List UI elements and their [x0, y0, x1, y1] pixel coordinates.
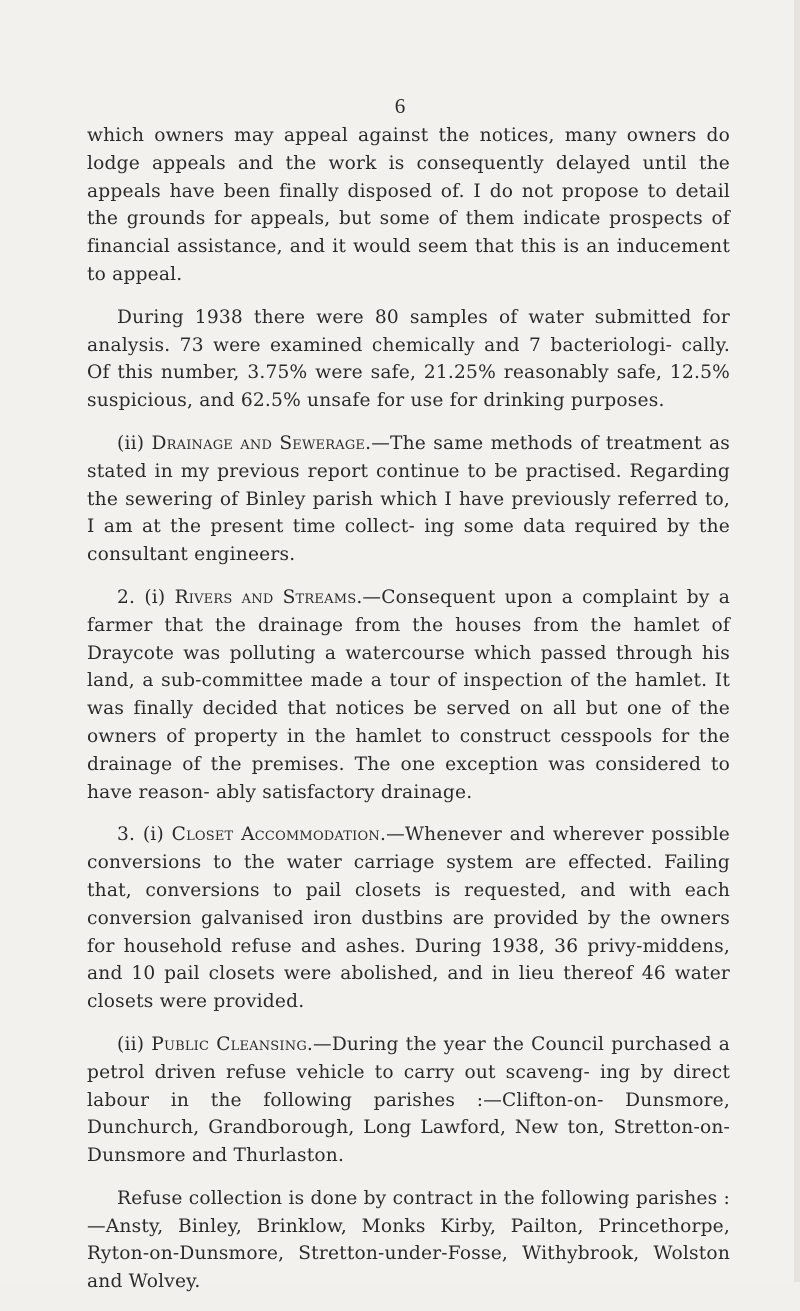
section-number: (ii)	[117, 432, 152, 454]
paragraph-text: .—The same methods of treatment as stated in my previous report continue to be practised. Regarding the sewering of Binley parish which I have previously referred to, I am at the present time collect- ing some data required by the consultant engineers.	[87, 432, 731, 566]
document-body	[87, 122, 730, 1311]
section-number: 2. (i)	[117, 586, 175, 608]
paragraph-text: During 1938 there were 80 samples of water submitted for analysis. 73 were examined chemically and 7 bacteriologi- cally. Of this number, 3.75% were safe, 21.25% reasonably safe, 12.5% suspicious, and 62.5% unsafe for use for drinking purposes.	[87, 306, 730, 412]
scan-edge	[794, 0, 800, 1282]
section-heading: Drainage and Sewerage	[151, 432, 366, 454]
section-number: (ii)	[117, 1033, 152, 1055]
paragraph-refuse-collection	[87, 1185, 730, 1296]
paragraph-appeals	[87, 122, 730, 289]
paragraph-closet-accommodation	[87, 821, 730, 1016]
paragraph-text: .—During the year the Council purchased a petrol driven refuse vehicle to carry out scaveng- ing by direct labour in the following parishes :—Clifton-on- Dunsmore, Dunchurch, Grandborough, Long Lawford, New ton, Stretton-on-Dunsmore and Thurlaston.	[87, 1033, 731, 1167]
paragraph-public-cleansing	[87, 1031, 730, 1170]
paragraph-text: Refuse collection is done by contract in the following parishes :—Ansty, Binley, Brinklow, Monks Kirby, Pailton, Princethorpe, Ryton-on-Dunsmore, Stretton-under-Fosse, Withybrook, Wolston and Wolvey.	[87, 1187, 730, 1293]
paragraph-text: .—Consequent upon a complaint by a farmer that the drainage from the houses from the hamlet of Draycote was polluting a watercourse which passed through his land, a sub-committee made a tour of inspection of the hamlet. It was finally decided that notices be served on all but one of the owners of property in the hamlet to construct cesspools for the drainage of the premises. The one exception was considered to have reason- ably satisfactory drainage.	[87, 586, 730, 803]
paragraph-text: which owners may appeal against the notices, many owners do lodge appeals and the work is consequently delayed until the appeals have been finally disposed of. I do not propose to detail the grounds for appeals, but some of them indicate prospects of financial assistance, and it would seem that this is an inducement to appeal.	[87, 125, 730, 285]
section-heading: Public Cleansing	[151, 1033, 307, 1055]
paragraph-text: .—Whenever and wherever possible conversions to the water carriage system are effected. Failing that, conversions to pail closets is requested, and with each conversion galvanised iron dustbins are provided by the owners for household refuse and ashes. During 1938, 36 privy-middens, and 10 pail closets were abolished, and in lieu thereof 46 water closets were provided.	[87, 824, 731, 1013]
page-number: 6	[394, 94, 406, 118]
section-heading: Rivers and Streams	[174, 586, 357, 608]
paragraph-drainage-sewerage	[87, 430, 730, 569]
paragraph-water-samples	[87, 304, 730, 415]
section-number: 3. (i)	[117, 824, 172, 846]
paragraph-rivers-streams	[87, 584, 730, 806]
section-heading: Closet Accommodation	[171, 824, 380, 846]
